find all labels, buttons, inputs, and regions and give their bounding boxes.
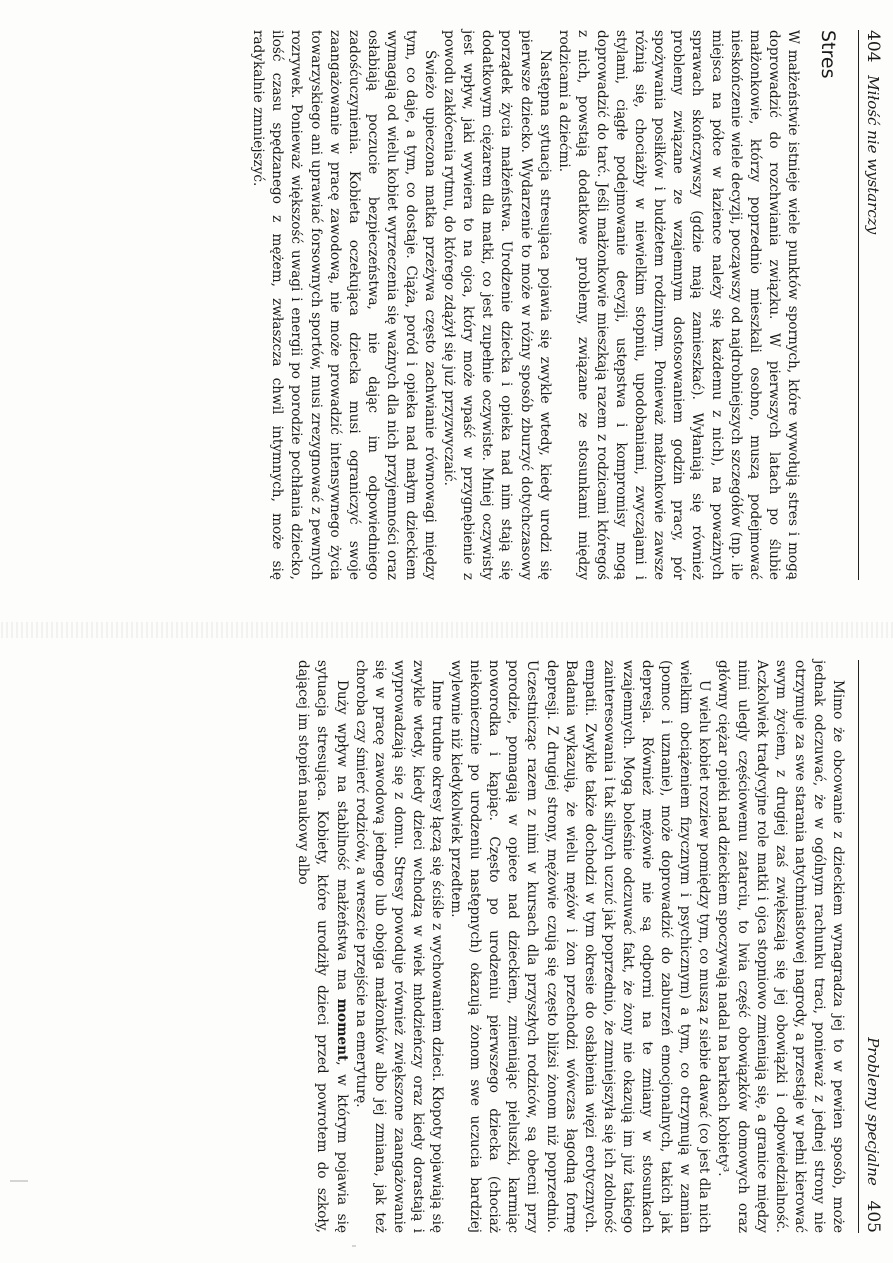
right-page-number: 405 xyxy=(863,1200,883,1233)
right-running-head xyxy=(858,660,883,1233)
emphasis: moment xyxy=(333,998,350,1062)
paragraph: Inne trudne okresy łączą się ściśle z wychowaniem dzieci. Kłopoty pojawiają się zwykle wtedy, kiedy dzieci wchodzą w wiek młodzieńczy oraz kiedy dorastają i wyprowadzają się z domu. Stresy powoduje również zwiększone zaangażowanie się w pracę zawodową jednego lub obojga małżonków albo jej zmiana, jak też choroba czy śmierć rodziców, a wreszcie przejście na emeryturę. xyxy=(352,660,446,1233)
scan-speck xyxy=(10,1180,28,1182)
left-page xyxy=(0,0,893,620)
paragraph: Następna sytuacja stresująca pojawia się zwykle wtedy, kiedy urodzi się pierwsze dziecko. Wydarzenie to może w różny sposób zburzyć dotychczasowy porządek życia małżeństwa. Urodzenie dziecka i opieka nad nim stają się dodatkowym ciężarem dla matki, co jest zupełnie oczywiste. Mniej oczywisty jest wpływ, jaki wywiera to na ojca, który może wpaść w przygnębienie z powodu zakłócenia rytmu, do którego zdążył się już przyzwyczaić. xyxy=(441,30,553,580)
right-page xyxy=(0,640,893,1263)
left-running-head xyxy=(858,30,883,580)
paragraph xyxy=(293,660,350,1233)
left-running-title: Miłość nie wystarczy xyxy=(864,75,882,235)
paragraph: Świeżo upieczona matka przeżywa często zachwianie równowagi między tym, co daje, a tym, co dostaje. Ciąża, poród i opieka nad małym dzieckiem wymagają od wielu kobiet wyrzeczenia się ważnych dla nich przyjemności oraz osłabiają poczucie bezpieczeństwa, nie dając im odpowiedniego zadośćuczynienia. Kobieta oczekująca dziecka musi ograniczyć swoje zaangażowanie w pracę zawodową, nie może prowadzić intensywnego życia towarzyskiego ani uprawiać forsownych sportów, musi zrezygnować z pewnych rozrywek. Ponieważ większość uwagi i energii po porodzie pochłania dziecko, ilość czasu spędzanego z mężem, zwłaszcza chwil intymnych, może się radykalnie zmniejszyć. xyxy=(250,30,439,580)
left-body xyxy=(248,30,837,580)
paragraph: Mimo że obcowanie z dzieckiem wynagradza jej to w pewien sposób, może jednak odczuwać, że w ogólnym rachunku traci, ponieważ z jednej strony nie otrzymuje za swe starania natychmiastowej nagrody, a przestaje w pełni kierować swym życiem, z drugiej zaś zwiększają się jej obowiązki i odpowiedzialność. Aczkolwiek tradycyjne role matki i ojca stopniowo zmieniają się, a granice między nimi ulegly częściowemu zatarciu, to lwia część obowiązków domowych oraz główny ciężar opieki nad dzieckiem spoczywają nadal na barkach kobiety³. xyxy=(715,660,846,1233)
right-body xyxy=(293,660,847,1233)
paragraph-text: , w którym pojawia się sytuacja stresująca. Kobiety, które urodziły dzieci przed powrotem do szkoły, dającej im stopień naukowy albo xyxy=(295,660,350,1233)
scan-speck xyxy=(352,1245,356,1247)
left-page-number: 404 xyxy=(863,30,883,63)
right-running-title: Problemy specjalne xyxy=(864,1037,882,1186)
gutter-shadow xyxy=(0,622,893,638)
paragraph-text: Duży wpływ na stabilność małżeństwa ma xyxy=(333,680,350,999)
paragraph: U wielu kobiet rozziew pomiędzy tym, co muszą z siebie dawać (co jest dla nich wielkim obciążeniem fizycznym i psychicznym) a tym, co otrzymują w zamian (pomoc i uznanie), może doprowadzić do zaburzeń emocjonalnych, takich jak depresja. Również mężowie nie są odporni na te zmiany w stosunkach wzajemnych. Mogą boleśnie odczuwać fakt, że żony nie okazują im już takiego zainteresowania i tak silnych uczuć jak poprzednio, że zmniejszyła się ich zdolność empatii. Zwykle także dochodzi w tym okresie do osłabienia więzi erotycznych. Badania wykazują, że wielu mężów i żon przechodzi wówczas łagodną formę depresji. Z drugiej strony, mężowie czują się często bliżsi żonom niż poprzednio. Uczestnicząc razem z nimi w kursach dla przyszłych rodziców, są obecni przy porodzie, pomagają w opiece nad dzieckiem, zmieniając pieluszki, karmiąc noworodka i kąpiąc. Często po urodzeniu pierwszego dziecka (chociaż niekoniecznie po urodzeniu następnych) okazują żonom swe uczucia bardziej wylewnie niż kiedykolwiek przedtem. xyxy=(448,660,713,1233)
section-title: Stres xyxy=(817,30,839,79)
paragraph: W małżeństwie istnieje wiele punktów spornych, które wywołują stres i mogą doprowadzić do rozchwiania związku. W pierwszych latach po ślubie małżonkowie, którzy poprzednio mieszkali osobno, muszą podejmować nieskończenie wiele decyzji, począwszy od najdrobniejszych szczegółów (np. ile miejsca na półce w łazience należy się każdemu z nich), na poważnych sprawach skończywszy (gdzie mają zamieszkać). Wyłaniają się również problemy związane ze wzajemnym dostosowaniem godzin pracy, pór spożywania posiłków i budżetem rodzinnym. Ponieważ małżonkowie zawsze różnią się, chociażby w niewielkim stopniu, upodobaniami, zwyczajami i stylami, ciągłe podejmowanie decyzji, ustępstwa i kompromisy mogą doprowadzić do tarć. Jeśli małżonkowie mieszkają razem z rodzicami któregoś z nich, powstają dodatkowe problemy, związane ze stosunkami między rodzicami a dziećmi. xyxy=(555,30,801,580)
